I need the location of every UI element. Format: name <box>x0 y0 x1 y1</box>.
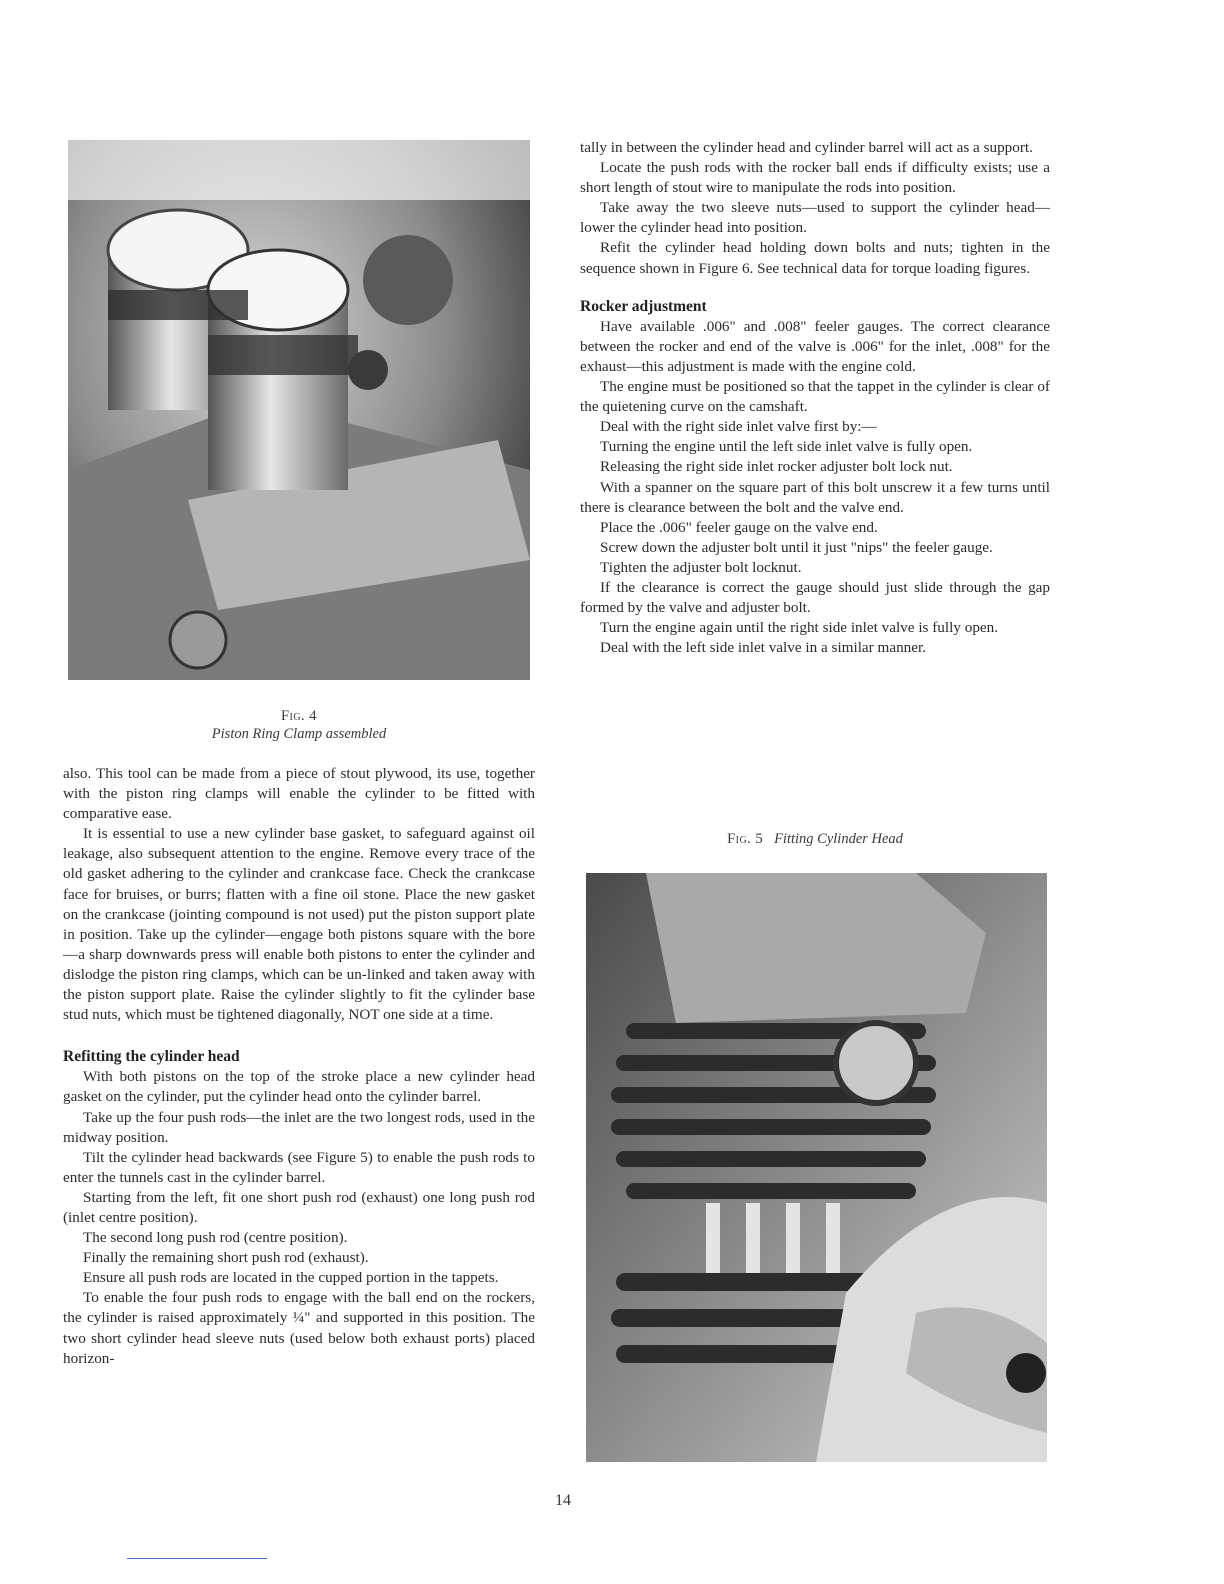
section-heading-refitting: Refitting the cylinder head <box>63 1048 240 1066</box>
paragraph: With a spanner on the square part of this bolt unscrew it a few turns until there is clearance between the bolt and the valve end. <box>580 478 1050 516</box>
paragraph: tally in between the cylinder head and cylinder barrel will act as a support. <box>580 139 1033 156</box>
paragraph: Deal with the right side inlet valve first by:— <box>600 418 877 436</box>
paragraph: With both pistons on the top of the stroke place a new cylinder head gasket on the cylinder, put the cylinder head onto the cylinder barrel. <box>63 1068 535 1106</box>
paragraph: Refit the cylinder head holding down bolts and nuts; tighten in the sequence shown in Figure 6. See technical data for torque loading figures. <box>580 239 1050 277</box>
paragraph: Screw down the adjuster bolt until it just "nips" the feeler gauge. <box>600 538 993 556</box>
section-heading-rocker: Rocker adjustment <box>580 297 707 315</box>
figure-5-title: Fitting Cylinder Head <box>774 831 903 847</box>
paragraph: Tilt the cylinder head backwards (see Figure 5) to enable the push rods to enter the tunnels cast in the cylinder barrel. <box>63 1148 535 1186</box>
paragraph: Releasing the right side inlet rocker adjuster bolt lock nut. <box>600 458 953 476</box>
paragraph: Turn the engine again until the right side inlet valve is fully open. <box>600 619 999 637</box>
figure-4-title: Piston Ring Clamp assembled <box>211 726 387 742</box>
paragraph: The second long push rod (centre position). <box>83 1229 348 1247</box>
figure-5-caption <box>580 830 1050 848</box>
paragraph: Turning the engine until the left side inlet valve is fully open. <box>600 438 973 456</box>
figure-5-label: Fig. 5 <box>727 831 764 847</box>
paragraph: If the clearance is correct the gauge should just slide through the gap formed by the valve and adjuster bolt. <box>580 578 1050 617</box>
paragraph: Place the .006" feeler gauge on the valve end. <box>600 518 878 536</box>
paragraph: also. This tool can be made from a piece of stout plywood, its use, together with the piston ring clamps will enable the cylinder to be fitted with comparative ease. <box>63 765 535 823</box>
paragraph: Deal with the left side inlet valve in a similar manner. <box>600 639 927 657</box>
paragraph: Tighten the adjuster bolt locknut. <box>600 558 802 576</box>
figure-4-caption <box>68 707 530 743</box>
paragraph: Ensure all push rods are located in the cupped portion in the tappets. <box>83 1269 499 1287</box>
right-column-text <box>580 138 1050 658</box>
paragraph: Have available .006" and .008" feeler gauges. The correct clearance between the rocker and end of the valve is .006" for the inlet, .008" for the exhaust—this adjustment is made with the engine cold. <box>580 317 1050 375</box>
paragraph: The engine must be positioned so that the tappet in the cylinder is clear of the quietening curve on the camshaft. <box>580 378 1050 416</box>
page-number: 14 <box>555 1492 571 1509</box>
footer-rule <box>127 1558 267 1559</box>
paragraph: Locate the push rods with the rocker ball ends if difficulty exists; use a short length of stout wire to manipulate the rods into position. <box>580 159 1050 197</box>
figure-4-label: Fig. 4 <box>280 708 318 724</box>
paragraph: Finally the remaining short push rod (exhaust). <box>83 1249 369 1267</box>
figure-4-photo <box>68 140 530 680</box>
paragraph: Take up the four push rods—the inlet are the two longest rods, used in the midway position. <box>63 1108 535 1146</box>
paragraph: It is essential to use a new cylinder base gasket, to safeguard against oil leakage, also subsequent attention to the engine. Remove every trace of the old gasket adhering to the cylinder and crankcase face. Check the crankcase face for bruises, or burrs; flatten with a fine oil stone. Place the new gasket on the crankcase (jointing compound is not used) put the piston support plate in position. Take up the cylinder—engage both pistons square with the bore—a sharp downwards press will enable both pistons to enter the cylinder and dislodge the piston ring clamps, which can be un-linked and taken away with the piston support plate. Raise the cylinder slightly to fit the cylinder base stud nuts, which must be tightened diagonally, NOT one side at a time. <box>63 825 535 1024</box>
paragraph: Starting from the left, fit one short push rod (exhaust) one long push rod (inlet centre position). <box>63 1188 535 1226</box>
paragraph: To enable the four push rods to engage with the ball end on the rockers, the cylinder is raised approximately ¼" and supported in this position. The two short cylinder head sleeve nuts (used below both exhaust ports) placed horizon- <box>63 1289 535 1367</box>
left-column-text <box>63 764 535 1369</box>
figure-5-photo <box>586 873 1047 1462</box>
paragraph: Take away the two sleeve nuts—used to support the cylinder head—lower the cylinder head into position. <box>580 199 1050 237</box>
